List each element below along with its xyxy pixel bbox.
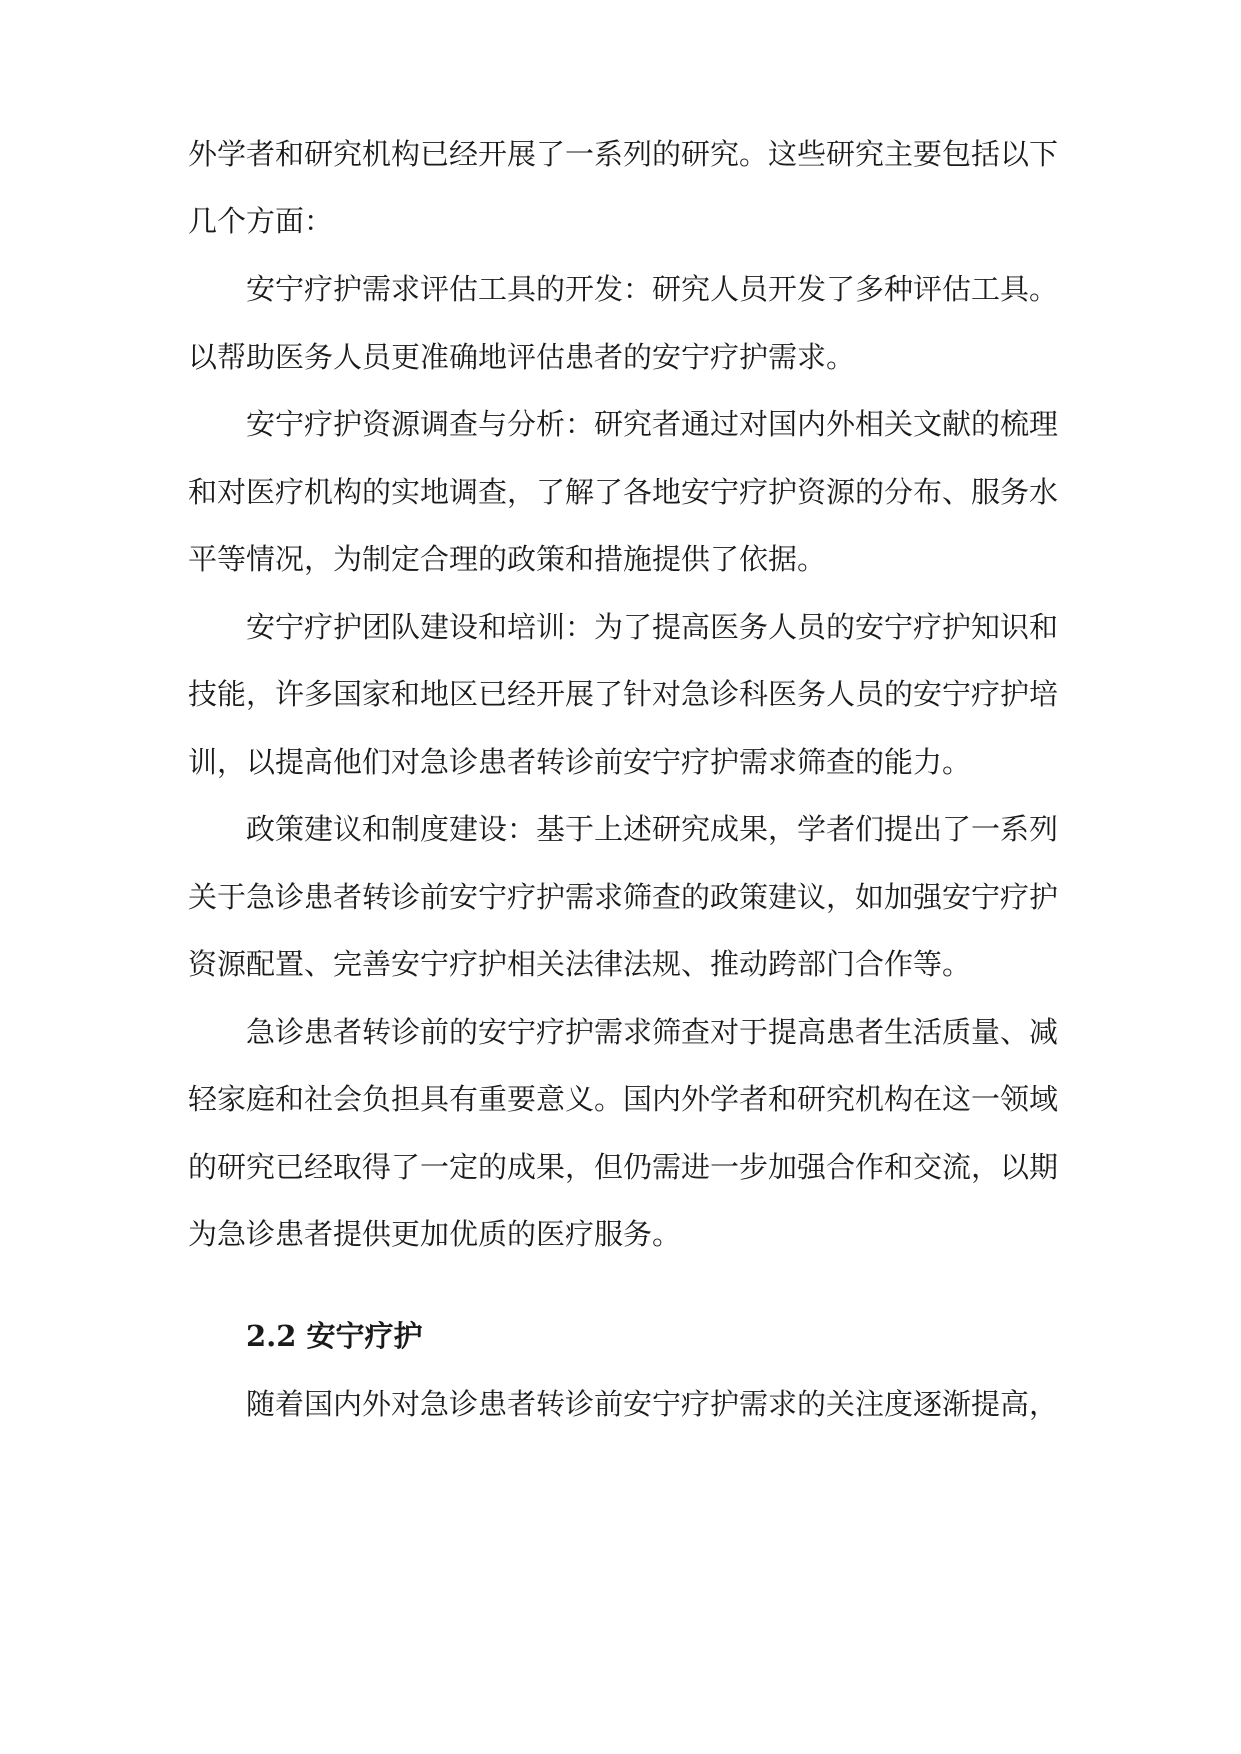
paragraph-line: 平等情况，为制定合理的政策和措施提供了依据。 bbox=[188, 542, 827, 576]
paragraph-line: 安宁疗护团队建设和培训：为了提高医务人员的安宁疗护知识和 bbox=[246, 610, 1059, 644]
paragraph-line: 和对医疗机构的实地调查，了解了各地安宁疗护资源的分布、服务水 bbox=[188, 475, 1059, 509]
paragraph-line: 技能，许多国家和地区已经开展了针对急诊科医务人员的安宁疗护培 bbox=[188, 677, 1059, 711]
paragraph-line: 轻家庭和社会负担具有重要意义。国内外学者和研究机构在这一领域 bbox=[188, 1082, 1059, 1116]
paragraph-line: 为急诊患者提供更加优质的医疗服务。 bbox=[188, 1217, 682, 1251]
section-heading: 2.2 安宁疗护 bbox=[246, 1319, 423, 1353]
paragraph-line: 安宁疗护资源调查与分析：研究者通过对国内外相关文献的梳理 bbox=[246, 407, 1059, 441]
paragraph-line: 以帮助医务人员更准确地评估患者的安宁疗护需求。 bbox=[188, 340, 856, 374]
paragraph-line: 外学者和研究机构已经开展了一系列的研究。这些研究主要包括以下 bbox=[188, 137, 1059, 171]
paragraph-line: 几个方面： bbox=[188, 204, 334, 238]
paragraph-line: 关于急诊患者转诊前安宁疗护需求筛查的政策建议，如加强安宁疗护 bbox=[188, 880, 1059, 914]
paragraph-line: 训，以提高他们对急诊患者转诊前安宁疗护需求筛查的能力。 bbox=[188, 745, 972, 779]
paragraph-line: 随着国内外对急诊患者转诊前安宁疗护需求的关注度逐渐提高， bbox=[246, 1387, 1059, 1421]
paragraph-line: 安宁疗护需求评估工具的开发：研究人员开发了多种评估工具。 bbox=[246, 272, 1059, 306]
paragraph-line: 急诊患者转诊前的安宁疗护需求筛查对于提高患者生活质量、减 bbox=[246, 1015, 1059, 1049]
paragraph-line: 资源配置、完善安宁疗护相关法律法规、推动跨部门合作等。 bbox=[188, 947, 972, 981]
paragraph-line: 政策建议和制度建设：基于上述研究成果，学者们提出了一系列 bbox=[246, 812, 1059, 846]
paragraph-line: 的研究已经取得了一定的成果，但仍需进一步加强合作和交流，以期 bbox=[188, 1150, 1059, 1184]
